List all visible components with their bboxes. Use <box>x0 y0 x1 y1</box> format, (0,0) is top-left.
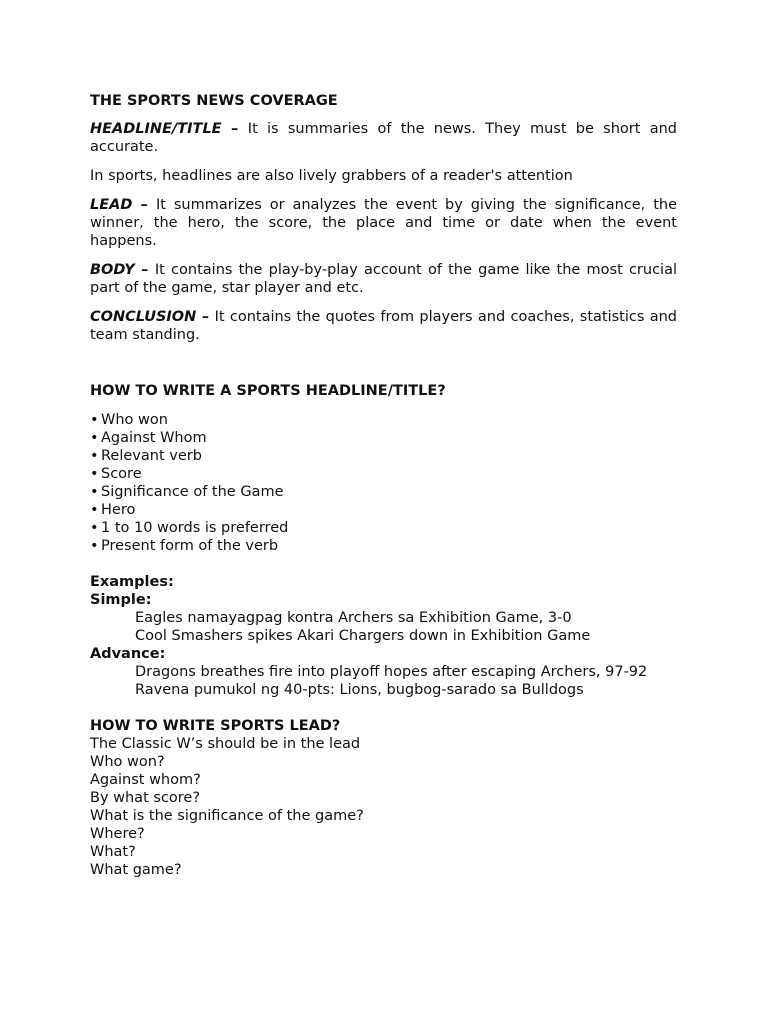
example-line: Dragons breathes fire into playoff hopes after escaping Archers, 97-92 <box>135 664 648 680</box>
bullet-icon: • <box>90 466 99 482</box>
term-headline: HEADLINE/TITLE – <box>90 121 239 137</box>
list-item <box>90 465 677 483</box>
document-page <box>90 92 677 879</box>
list-item <box>90 429 677 447</box>
lead-line: By what score? <box>90 790 201 806</box>
bullet-icon: • <box>90 502 99 518</box>
example-line: Ravena pumukol ng 40-pts: Lions, bugbog-sarado sa Bulldogs <box>135 682 584 698</box>
definition-text: It contains the quotes from players and coaches, statistics and team standing. <box>90 309 677 343</box>
lead-line: What game? <box>90 862 182 878</box>
headline-howto-heading: HOW TO WRITE A SPORTS HEADLINE/TITLE? <box>90 383 446 399</box>
list-item <box>90 411 677 429</box>
example-line: Eagles namayagpag kontra Archers sa Exhibition Game, 3-0 <box>135 610 572 626</box>
simple-label: Simple: <box>90 592 152 608</box>
bullet-icon: • <box>90 520 99 536</box>
document-title: THE SPORTS NEWS COVERAGE <box>90 93 338 109</box>
bullet-icon: • <box>90 430 99 446</box>
lead-howto-heading: HOW TO WRITE SPORTS LEAD? <box>90 718 341 734</box>
definition-text: It summarizes or analyzes the event by giving the significance, the winner, the hero, the score, the place and time or date when the event happens. <box>90 197 678 249</box>
bullet-icon: • <box>90 538 99 554</box>
headline-definition <box>90 120 677 156</box>
list-item <box>90 447 677 465</box>
list-item <box>90 501 677 519</box>
list-item-text: 1 to 10 words is preferred <box>101 520 289 536</box>
list-item-text: Significance of the Game <box>101 484 284 500</box>
bullet-icon: • <box>90 484 99 500</box>
lead-line: Where? <box>90 826 145 842</box>
bullet-icon: • <box>90 448 99 464</box>
examples-label: Examples: <box>90 574 174 590</box>
list-item <box>90 537 677 555</box>
lead-line: What? <box>90 844 136 860</box>
definition-text: It is summaries of the news. They must be short and accurate. <box>90 121 677 155</box>
list-item-text: Hero <box>101 502 136 518</box>
body-definition <box>90 261 677 297</box>
list-item-text: Relevant verb <box>101 448 202 464</box>
list-item <box>90 483 677 501</box>
headline-checklist <box>90 411 677 555</box>
lead-line: Who won? <box>90 754 165 770</box>
list-item <box>90 519 677 537</box>
lead-line: Against whom? <box>90 772 201 788</box>
conclusion-definition <box>90 308 677 344</box>
definition-text: It contains the play-by-play account of the game like the most crucial part of the game, star player and etc. <box>90 262 677 296</box>
lead-line: What is the significance of the game? <box>90 808 364 824</box>
example-line: Cool Smashers spikes Akari Chargers down in Exhibition Game <box>135 628 591 644</box>
list-item-text: Against Whom <box>101 430 207 446</box>
bullet-icon: • <box>90 412 99 428</box>
term-body: BODY – <box>90 262 149 278</box>
headline-note <box>90 167 677 185</box>
lead-definition <box>90 196 677 250</box>
list-item-text: Score <box>101 466 142 482</box>
note-text: In sports, headlines are also lively grabbers of a reader's attention <box>90 168 573 184</box>
examples-section <box>90 573 677 699</box>
advance-label: Advance: <box>90 646 166 662</box>
term-conclusion: CONCLUSION – <box>90 309 210 325</box>
list-item-text: Who won <box>101 412 168 428</box>
list-item-text: Present form of the verb <box>101 538 279 554</box>
lead-line: The Classic W’s should be in the lead <box>90 736 361 752</box>
term-lead: LEAD – <box>90 197 149 213</box>
